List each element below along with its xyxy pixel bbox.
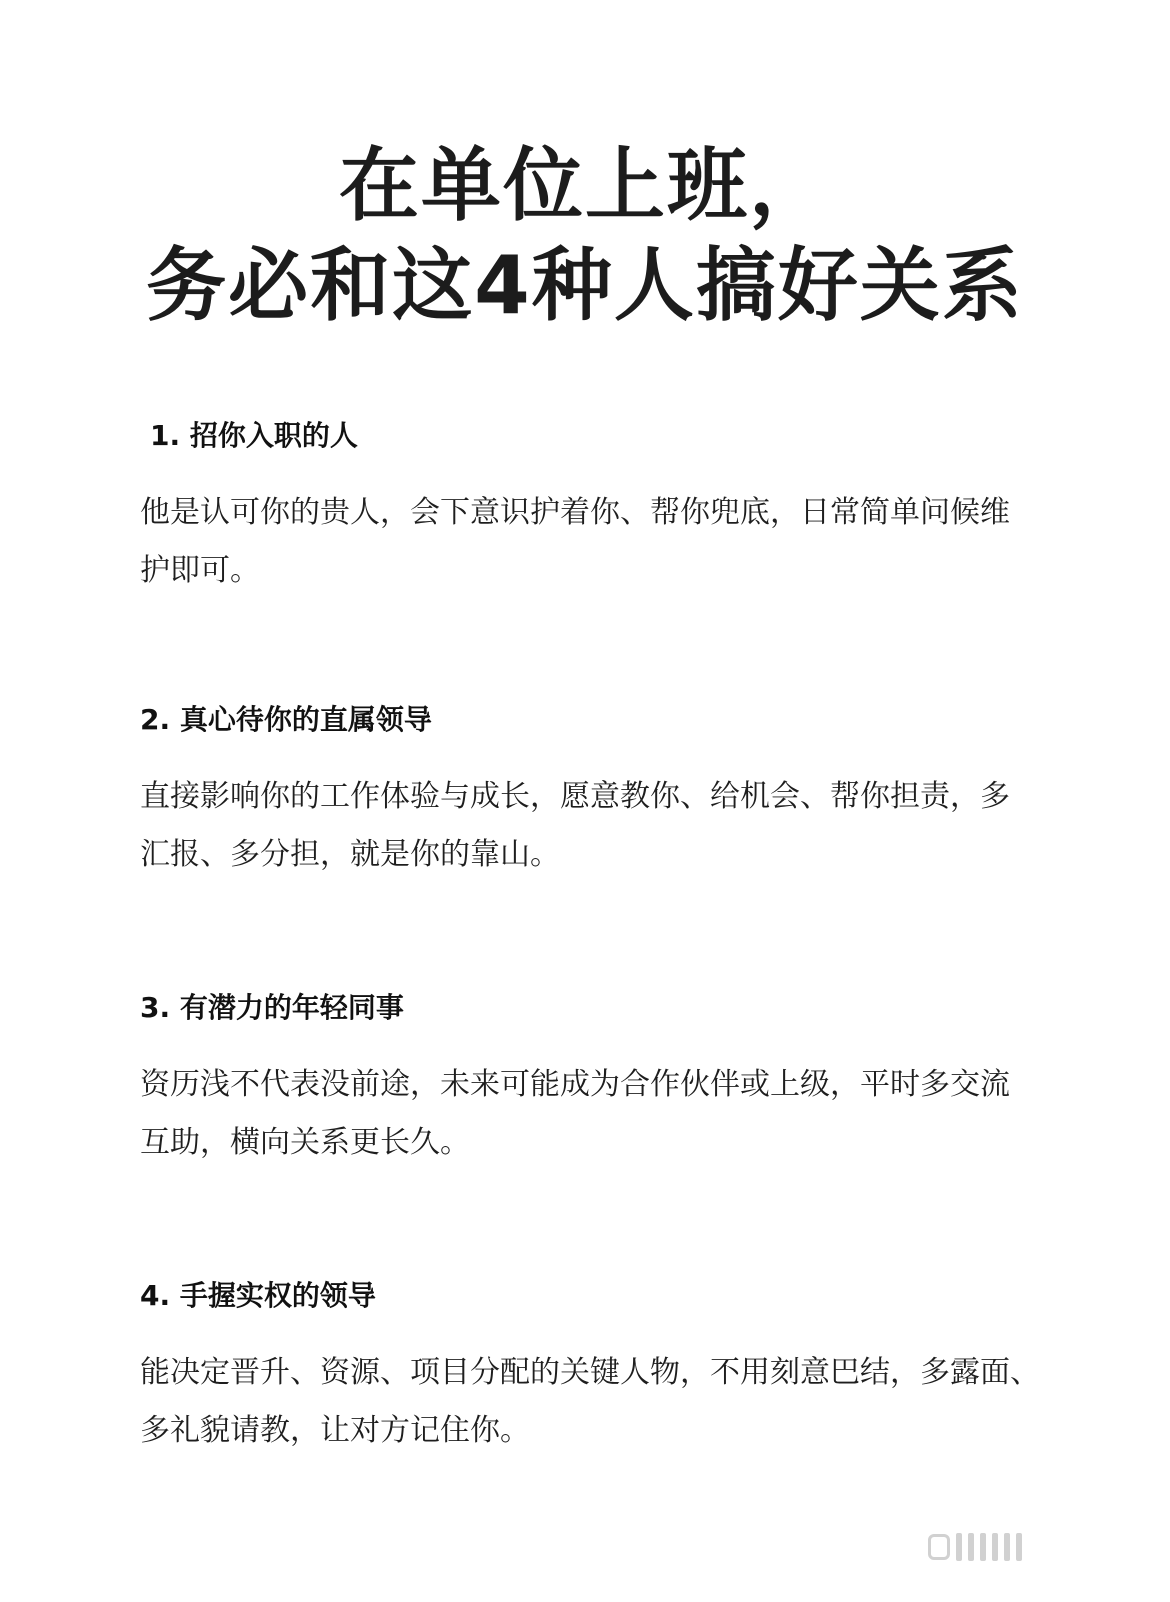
watermark-bar (1016, 1533, 1022, 1561)
body-line: 能决定晋升、资源、项目分配的关键人物，不用刻意巴结，多露面、 (140, 1355, 1040, 1390)
body-line: 汇报、多分担，就是你的靠山。 (140, 837, 560, 872)
section-heading: 2. 真心待你的直属领导 (140, 703, 432, 736)
watermark-box (928, 1534, 950, 1560)
section-2 (140, 702, 1040, 884)
section-body (140, 1344, 1040, 1460)
body-line: 护即可。 (140, 553, 260, 588)
title-line-1: 在单位上班， (339, 139, 831, 232)
section-3 (140, 990, 1040, 1172)
section-heading: 3. 有潜力的年轻同事 (140, 991, 404, 1024)
section-body (140, 1056, 1040, 1172)
section-body (140, 484, 1040, 600)
body-line: 多礼貌请教，让对方记住你。 (140, 1413, 530, 1448)
body-line: 直接影响你的工作体验与成长，愿意教你、给机会、帮你担责，多 (140, 779, 1010, 814)
watermark-bar (980, 1533, 986, 1561)
section-heading: 1. 招你入职的人 (150, 419, 358, 452)
section-body (140, 768, 1040, 884)
watermark-bar (992, 1533, 998, 1561)
watermark-logo-icon (928, 1530, 1138, 1564)
page-title (0, 136, 1170, 336)
watermark-bar (968, 1533, 974, 1561)
title-line-2: 务必和这4种人搞好关系 (146, 239, 1024, 332)
body-line: 他是认可你的贵人，会下意识护着你、帮你兜底，日常简单问候维 (140, 495, 1010, 530)
watermark-bar (956, 1533, 962, 1561)
body-line: 互助，横向关系更长久。 (140, 1125, 470, 1160)
section-heading: 4. 手握实权的领导 (140, 1279, 376, 1312)
watermark-bar (1004, 1533, 1010, 1561)
section-4 (140, 1278, 1040, 1460)
body-line: 资历浅不代表没前途，未来可能成为合作伙伴或上级，平时多交流 (140, 1067, 1010, 1102)
section-1 (140, 418, 1040, 600)
